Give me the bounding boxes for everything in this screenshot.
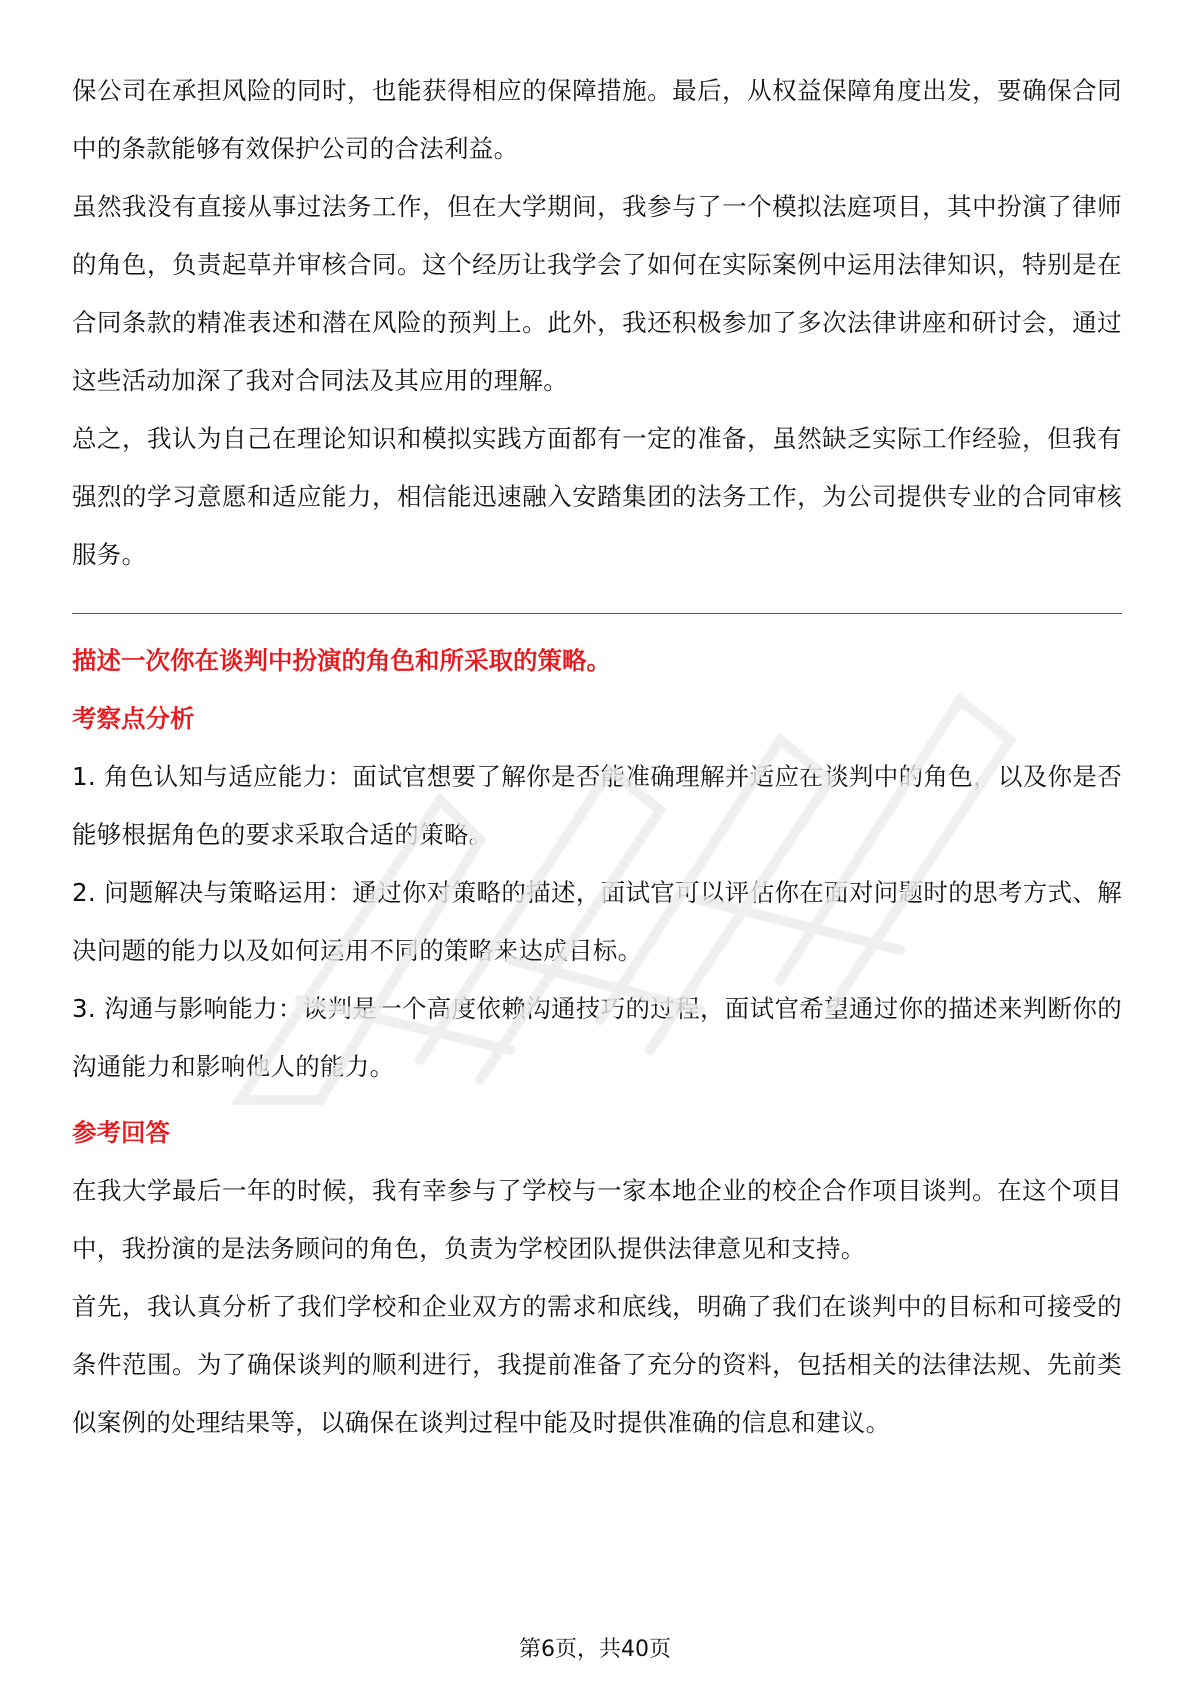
section-gap: [72, 1096, 1122, 1104]
intro-paragraph-1: 保公司在承担风险的同时，也能获得相应的保障措施。最后，从权益保障角度出发，要确保合同中的条款能够有效保护公司的合法利益。: [72, 76, 1122, 163]
intro-paragraph-2: 虽然我没有直接从事过法务工作，但在大学期间，我参与了一个模拟法庭项目，其中扮演了律师的角色，负责起草并审核合同。这个经历让我学会了如何在实际案例中运用法律知识，特别是在合同条款的精准表述和潜在风险的预判上。此外，我还积极参加了多次法律讲座和研讨会，通过这些活动加深了我对合同法及其应用的理解。: [72, 192, 1122, 395]
analysis-point-3: 3. 沟通与影响能力：谈判是一个高度依赖沟通技巧的过程，面试官希望通过你的描述来判断你的沟通能力和影响他人的能力。: [72, 994, 1122, 1081]
answer-paragraph-1: 在我大学最后一年的时候，我有幸参与了学校与一家本地企业的校企合作项目谈判。在这个项目中，我扮演的是法务顾问的角色，负责为学校团队提供法律意见和支持。: [72, 1176, 1122, 1263]
analysis-point-1: 1. 角色认知与适应能力：面试官想要了解你是否能准确理解并适应在谈判中的角色，以及你是否能够根据角色的要求采取合适的策略。: [72, 762, 1122, 849]
section-divider: [72, 613, 1122, 614]
answer-paragraph-2: 首先，我认真分析了我们学校和企业双方的需求和底线，明确了我们在谈判中的目标和可接受的条件范围。为了确保谈判的顺利进行，我提前准备了充分的资料，包括相关的法律法规、先前类似案例的处理结果等，以确保在谈判过程中能及时提供准确的信息和建议。: [72, 1292, 1122, 1437]
analysis-point-2: 2. 问题解决与策略运用：通过你对策略的描述，面试官可以评估你在面对问题时的思考方式、解决问题的能力以及如何运用不同的策略来达成目标。: [72, 878, 1122, 965]
question-title: 描述一次你在谈判中扮演的角色和所采取的策略。: [72, 646, 611, 675]
analysis-heading: 考察点分析: [72, 704, 195, 733]
page-footer: 第6页，共40页: [519, 1637, 671, 1662]
intro-paragraph-3: 总之，我认为自己在理论知识和模拟实践方面都有一定的准备，虽然缺乏实际工作经验，但我有强烈的学习意愿和适应能力，相信能迅速融入安踏集团的法务工作，为公司提供专业的合同审核服务。: [72, 424, 1122, 569]
document-page: [72, 62, 1122, 1452]
answer-heading: 参考回答: [72, 1118, 170, 1147]
